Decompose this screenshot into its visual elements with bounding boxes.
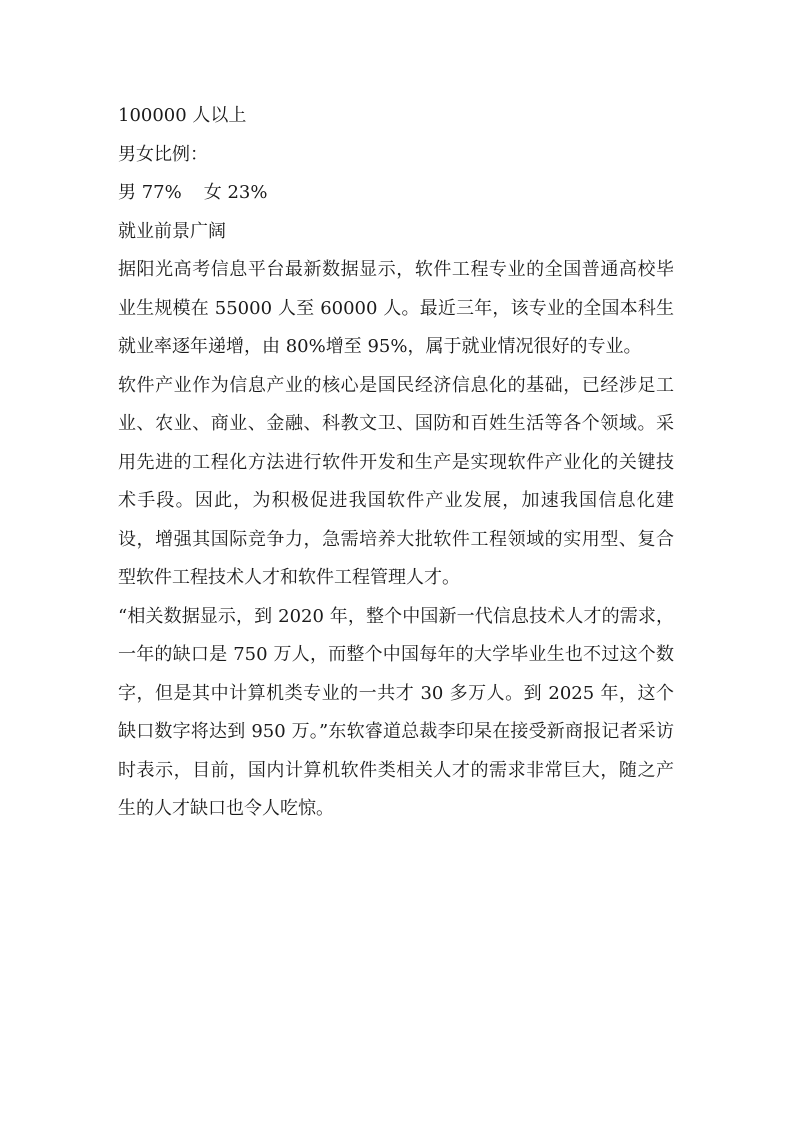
ratio-heading: 男女比例： [118, 143, 208, 165]
paragraph-quote: “相关数据显示，到 2020 年，整个中国新一代信息技术人才的需求，一年的缺口是 750 万人，而整个中国每年的大学毕业生也不过这个数字，但是其中计算机类专业的一共才 30 多万人。到 2025 年，这个缺口数字将达到 950 万。”东软睿道总裁李印杲在接受新商报记者采访时表示，目前，国内计算机软件类相关人才的需求非常巨大，随之产生的人才缺口也令人吃惊。 [118, 605, 674, 819]
section-heading: 就业前景广阔 [118, 220, 226, 242]
scale-line: 100000 人以上 [118, 105, 247, 126]
paragraph-industry: 软件产业作为信息产业的核心是国民经济信息化的基础，已经涉足工业、农业、商业、金融、科教文卫、国防和百姓生活等各个领域。采用先进的工程化方法进行软件开发和生产是实现软件产业化的关键技术手段。因此，为积极促进我国软件产业发展，加速我国信息化建设，增强其国际竞争力，急需培养大批软件工程领域的实用型、复合型软件工程技术人才和软件工程管理人才。 [118, 374, 674, 588]
female-ratio: 女 23% [203, 182, 268, 203]
paragraph-employment-data: 据阳光高考信息平台最新数据显示，软件工程专业的全国普通高校毕业生规模在 55000 人至 60000 人。最近三年，该专业的全国本科生就业率逐年递增，由 80%增至 95%，属于就业情况很好的专业。 [118, 259, 674, 357]
gender-ratio-line [118, 174, 674, 213]
document-body [118, 97, 674, 829]
male-ratio: 男 77% [118, 182, 182, 203]
